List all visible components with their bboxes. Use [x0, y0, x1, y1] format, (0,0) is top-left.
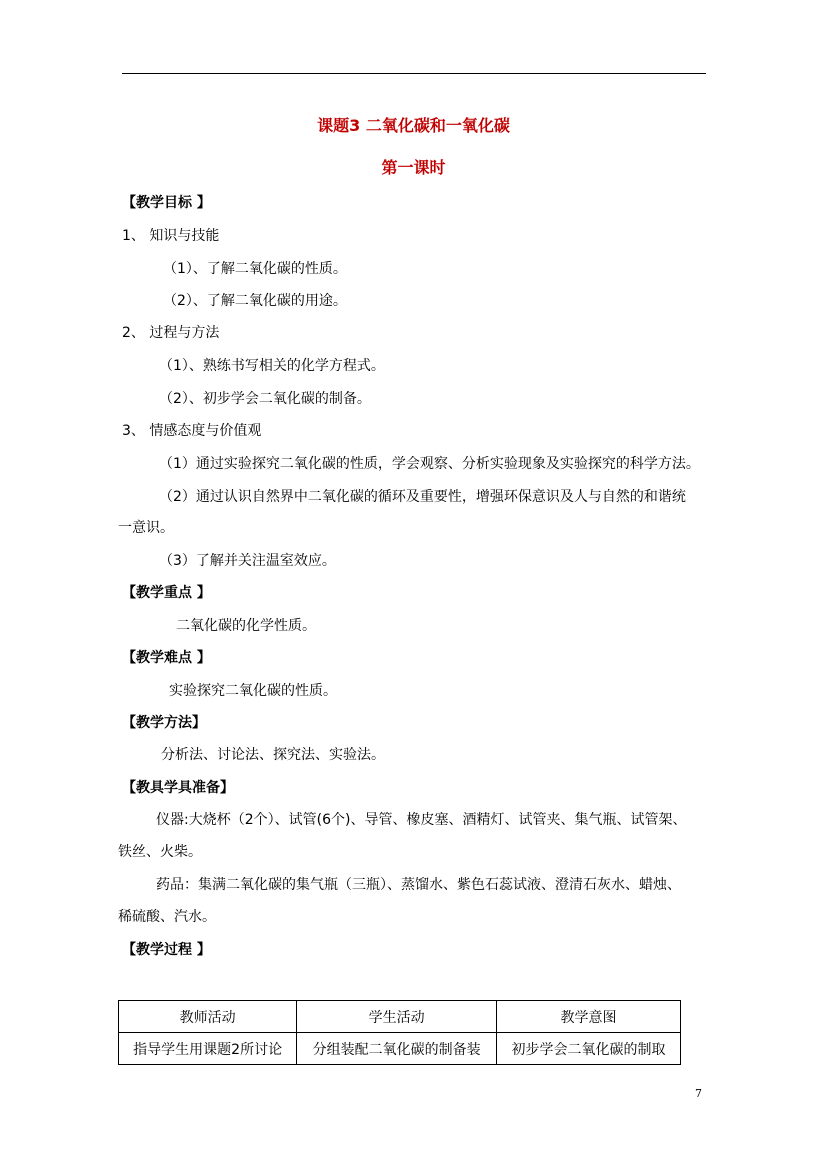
goal-2-1: （1）、熟练书写相关的化学方程式。 — [159, 358, 385, 374]
goal-3: 3、 情感态度与价值观 — [122, 423, 262, 439]
goal-3-2-line2: 一意识。 — [118, 520, 174, 536]
prep-heading: 【教具学具准备】 — [122, 780, 234, 796]
goal-3-1: （1）通过实验探究二氧化碳的性质，学会观察、分析实验现象及实验探究的科学方法。 — [159, 456, 700, 472]
goal-3-3: （3）了解并关注温室效应。 — [159, 553, 336, 569]
table-cell-teacher: 指导学生用课题2所讨论 — [119, 1033, 297, 1065]
difficulty-text: 实验探究二氧化碳的性质。 — [169, 683, 337, 699]
goal-2-2: （2）、初步学会二氧化碳的制备。 — [159, 391, 371, 407]
goal-3-2-line1: （2）通过认识自然界中二氧化碳的循环及重要性，增强环保意识及人与自然的和谐统 — [159, 489, 686, 505]
lesson-title: 课题3 二氧化碳和一氧化碳 — [317, 116, 510, 135]
process-heading: 【教学过程 】 — [122, 942, 211, 958]
table-header-row — [119, 1001, 681, 1033]
prep-instruments-line1: 仪器:大烧杯（2个）、试管(6个)、导管、橡皮塞、酒精灯、试管夹、集气瓶、试管架、 — [156, 812, 687, 828]
lesson-subtitle: 第一课时 — [381, 158, 446, 177]
process-table — [118, 1000, 681, 1065]
table-header-teacher: 教师活动 — [119, 1001, 297, 1033]
goal-1-2: （2）、了解二氧化碳的用途。 — [163, 293, 347, 309]
table-header-intent: 教学意图 — [497, 1001, 681, 1033]
goals-heading: 【教学目标 】 — [122, 195, 211, 211]
table-header-student: 学生活动 — [297, 1001, 497, 1033]
key-heading: 【教学重点 】 — [122, 585, 211, 601]
page-number: 7 — [695, 1087, 702, 1100]
goal-1-1: （1）、了解二氧化碳的性质。 — [163, 261, 347, 277]
table-cell-intent: 初步学会二氧化碳的制取 — [497, 1033, 681, 1065]
goal-1: 1、 知识与技能 — [122, 228, 220, 244]
method-heading: 【教学方法】 — [122, 715, 206, 731]
table-cell-student: 分组装配二氧化碳的制备装 — [297, 1033, 497, 1065]
prep-instruments-line2: 铁丝、火柴。 — [118, 844, 202, 860]
prep-drugs-line2: 稀硫酸、汽水。 — [118, 909, 216, 925]
method-text: 分析法、讨论法、探究法、实验法。 — [161, 747, 385, 763]
difficulty-heading: 【教学难点 】 — [122, 650, 211, 666]
table-row — [119, 1033, 681, 1065]
goal-2: 2、 过程与方法 — [122, 325, 220, 341]
prep-drugs-line1: 药品：集满二氧化碳的集气瓶（三瓶）、蒸馏水、紫色石蕊试液、澄清石灰水、蜡烛、 — [156, 877, 681, 893]
key-text: 二氧化碳的化学性质。 — [176, 618, 316, 634]
header-rule — [122, 73, 706, 74]
